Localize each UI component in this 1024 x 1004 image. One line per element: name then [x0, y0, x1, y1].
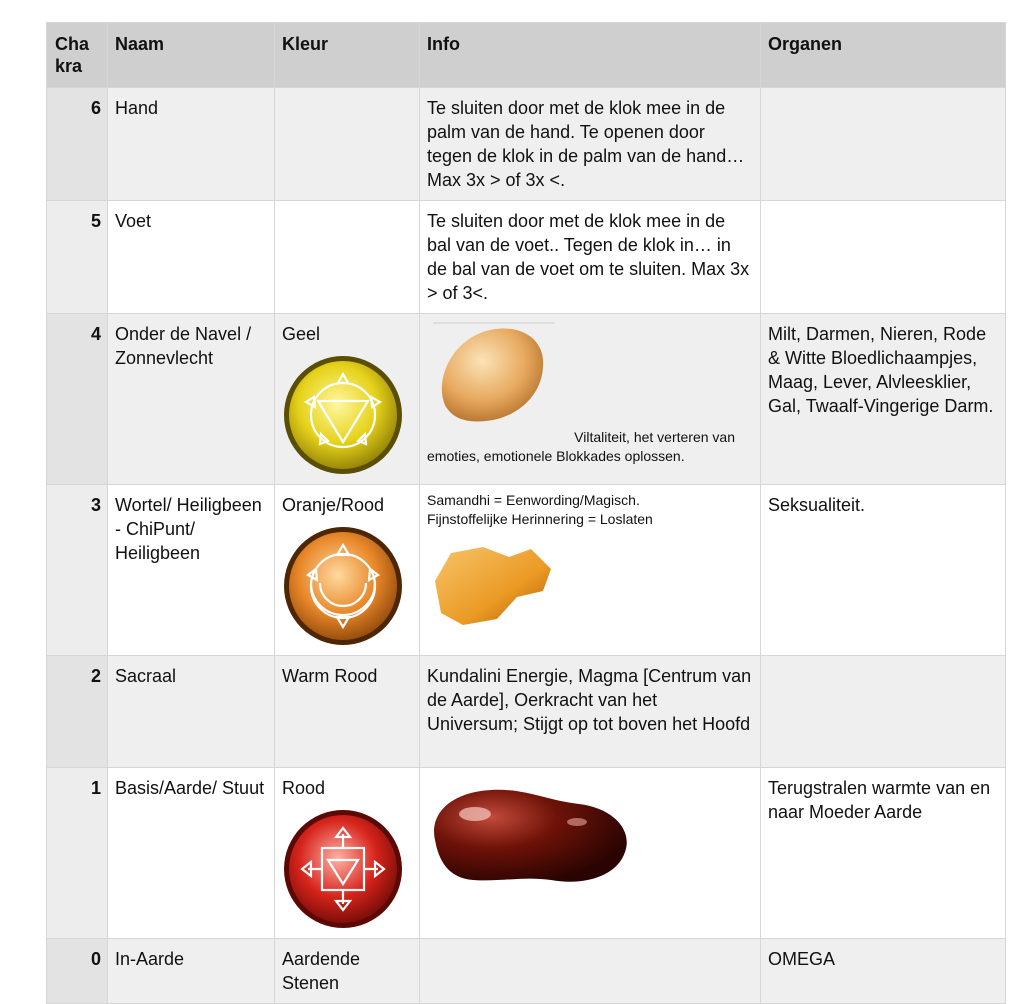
- chakra-number: 5: [47, 201, 108, 314]
- organen-cell: Milt, Darmen, Nieren, Rode & Witte Bloedlichaampjes, Maag, Lever, Alvleesklier, Gal, Twaalf-Vingerige Darm.: [761, 314, 1006, 485]
- info-caption: emoties, emotionele Blokkades oplossen.: [427, 448, 685, 464]
- info-line: Fijnstoffelijke Herinnering = Loslaten: [427, 511, 653, 527]
- kleur-label: Rood: [282, 778, 326, 798]
- kleur-cell: [275, 314, 420, 485]
- kleur-cell: [275, 201, 420, 314]
- kleur-cell: Warm Rood: [275, 656, 420, 768]
- kleur-label: Oranje/Rood: [282, 495, 385, 515]
- root-chakra-icon: [282, 808, 404, 930]
- table-row: [47, 768, 1006, 939]
- chakra-number: 6: [47, 88, 108, 201]
- info-cell: Te sluiten door met de klok mee in de bal van de voet.. Tegen de klok in… in de bal van de voet om te sluiten. Max 3x > of 3<.: [420, 201, 761, 314]
- info-line: Samandhi = Eenwording/Magisch.: [427, 492, 640, 508]
- organen-cell: [761, 656, 1006, 768]
- solar-plexus-chakra-icon: [282, 354, 404, 476]
- info-cell: [420, 314, 761, 485]
- organen-cell: OMEGA: [761, 939, 1006, 1004]
- kleur-cell: [275, 88, 420, 201]
- chakra-number: 3: [47, 485, 108, 656]
- table-row: [47, 939, 1006, 1004]
- header-row: [47, 23, 1006, 88]
- kleur-cell: [275, 485, 420, 656]
- organen-cell: Seksualiteit.: [761, 485, 1006, 656]
- table-row: [47, 314, 1006, 485]
- naam-cell: Hand: [108, 88, 275, 201]
- table-row: [47, 201, 1006, 314]
- naam-cell: Basis/Aarde/ Stuut: [108, 768, 275, 939]
- orange-calcite-stone: [427, 535, 567, 631]
- garnet-stone: [427, 778, 637, 888]
- chakra-number: 2: [47, 656, 108, 768]
- header-kleur: Kleur: [275, 23, 420, 88]
- info-cell: Te sluiten door met de klok mee in de palm van de hand. Te openen door tegen de klok in de palm van de hand… Max 3x > of 3x <.: [420, 88, 761, 201]
- header-naam: Naam: [108, 23, 275, 88]
- table-row: [47, 656, 1006, 768]
- info-cell: [420, 768, 761, 939]
- chakra-number: 1: [47, 768, 108, 939]
- naam-cell: Voet: [108, 201, 275, 314]
- organen-cell: [761, 201, 1006, 314]
- naam-cell: In-Aarde: [108, 939, 275, 1004]
- table-row: [47, 88, 1006, 201]
- info-cell: [420, 485, 761, 656]
- chakra-number: 4: [47, 314, 108, 485]
- header-info: Info: [420, 23, 761, 88]
- naam-cell: Onder de Navel / Zonnevlecht: [108, 314, 275, 485]
- chakra-number: 0: [47, 939, 108, 1004]
- kleur-label: Geel: [282, 324, 321, 344]
- citrine-stone: [427, 320, 757, 428]
- header-chakra: Cha kra: [47, 23, 108, 88]
- kleur-cell: Aardende Stenen: [275, 939, 420, 1004]
- info-cell: Kundalini Energie, Magma [Centrum van de Aarde], Oerkracht van het Universum; Stijgt op tot boven het Hoofd: [420, 656, 761, 768]
- kleur-cell: [275, 768, 420, 939]
- organen-cell: Terugstralen warmte van en naar Moeder Aarde: [761, 768, 1006, 939]
- sacral-chakra-icon: [282, 525, 404, 647]
- info-cell: [420, 939, 761, 1004]
- naam-cell: Sacraal: [108, 656, 275, 768]
- naam-cell: Wortel/ Heiligbeen - ChiPunt/ Heiligbeen: [108, 485, 275, 656]
- table-row: [47, 485, 1006, 656]
- organen-cell: [761, 88, 1006, 201]
- chakra-table: [46, 22, 1006, 1004]
- info-caption: Viltaliteit, het verteren van: [574, 429, 735, 445]
- header-organen: Organen: [761, 23, 1006, 88]
